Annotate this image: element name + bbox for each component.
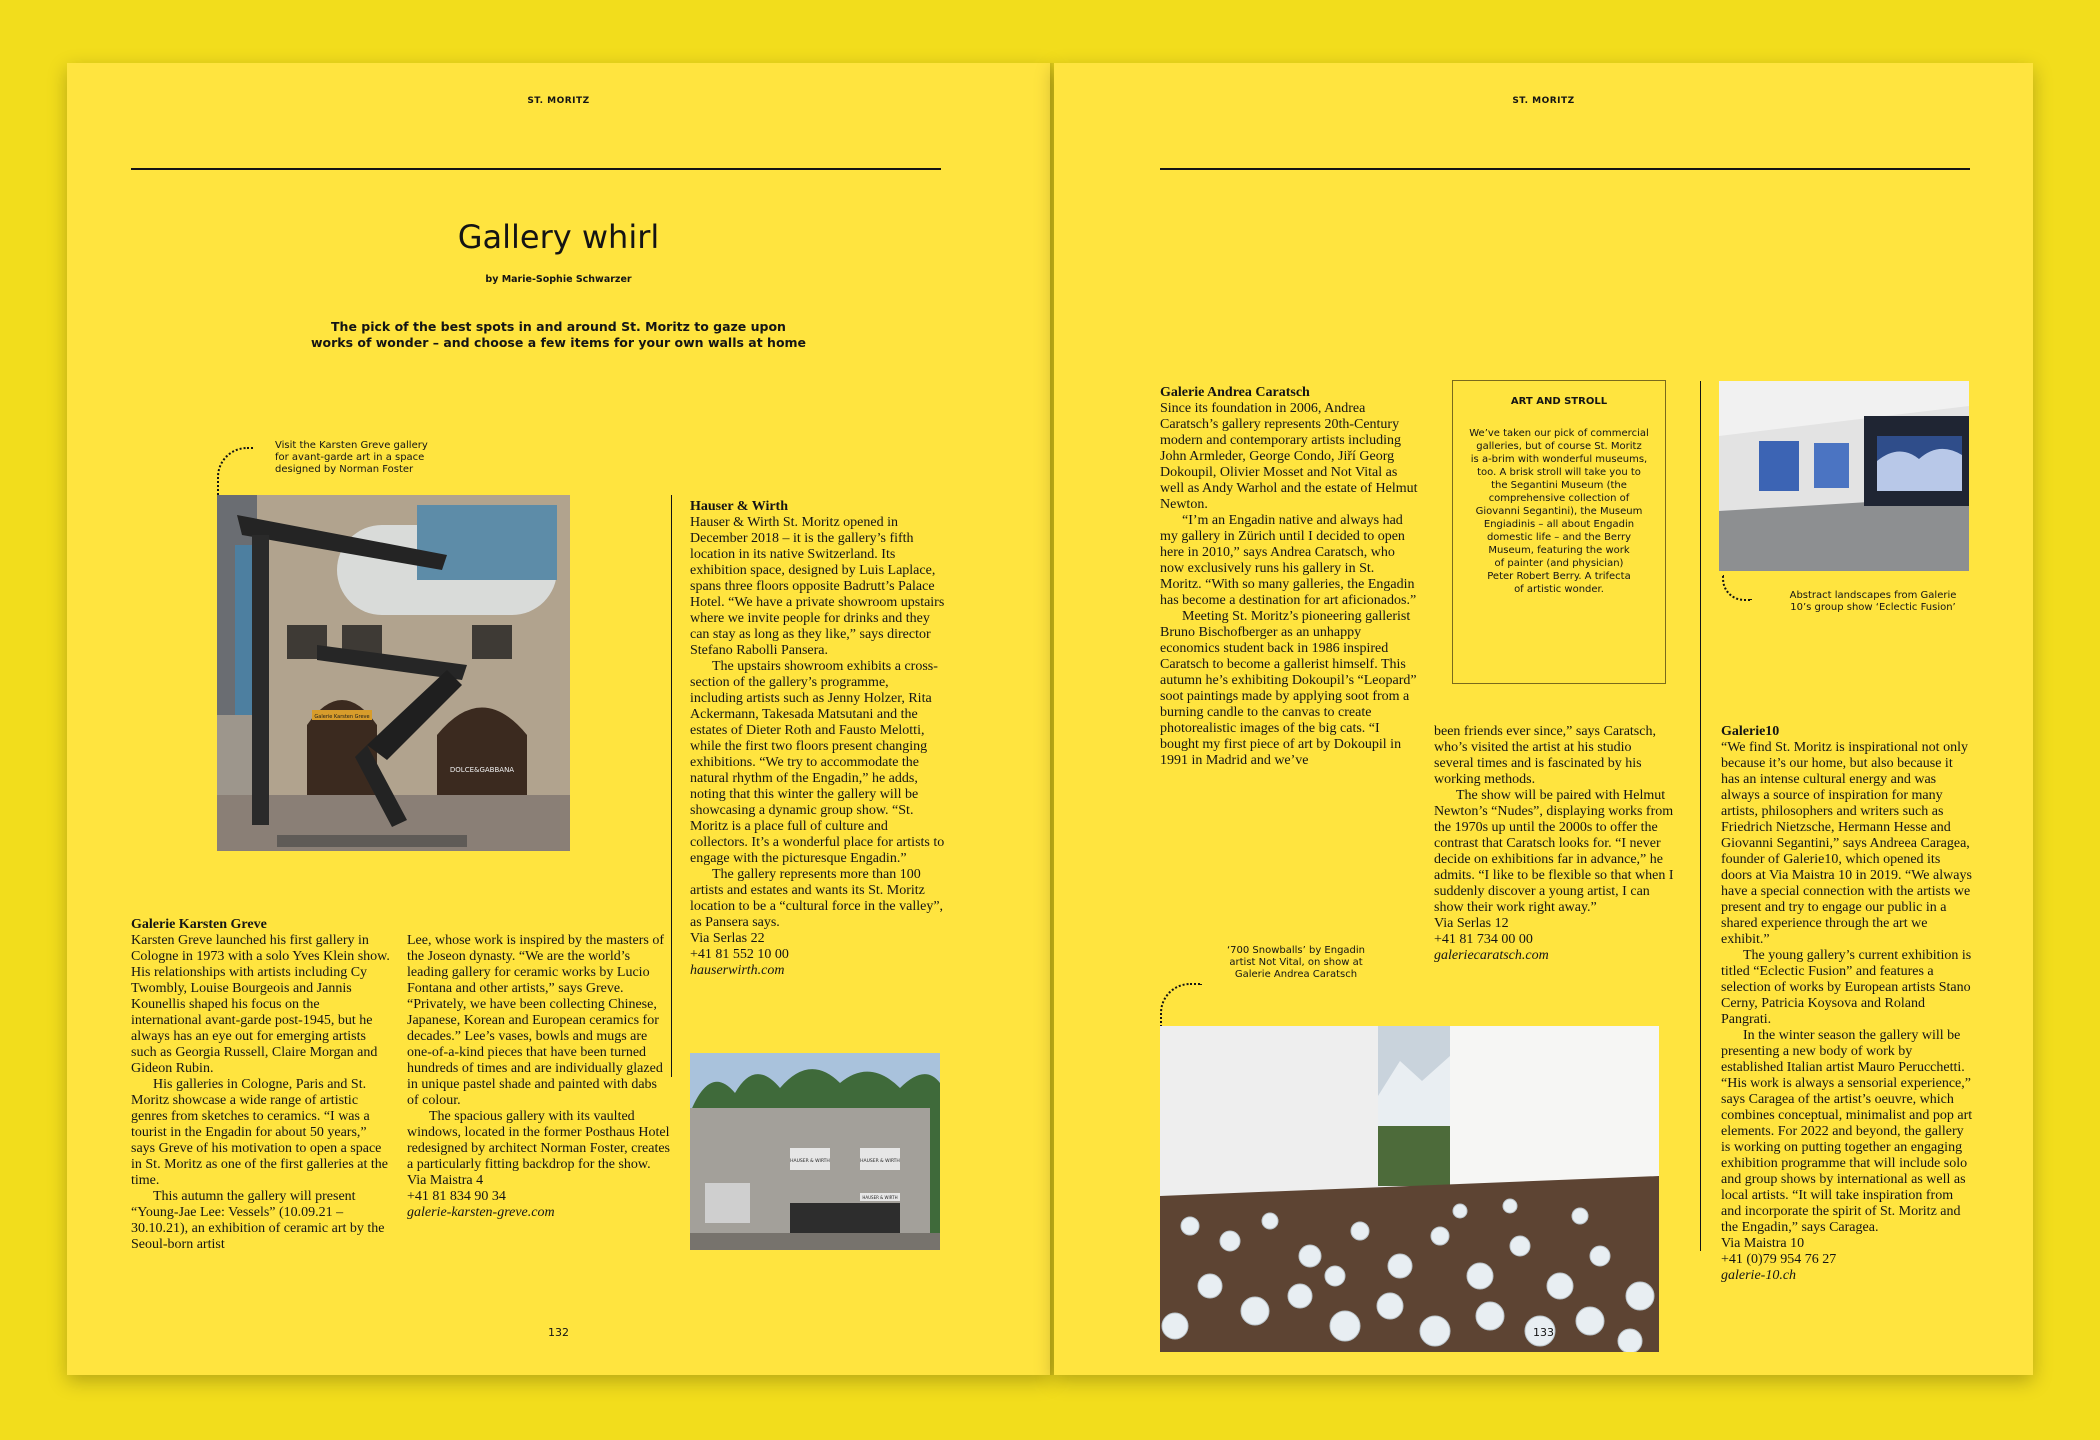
- paragraph: The upstairs showroom exhibits a cross-section of the gallery’s programme, including artists such as Jenny Holzer, Rita Ackermann, Takesada Matsutani and the estates of Dieter Roth and Fausto Melotti, while the first two floors present changing exhibitions. “We try to accommodate the natural rhythm of the Engadin,” he adds, noting that this winter the gallery will be showcasing a dynamic group show. “St. Moritz is a place full of culture and collectors. It’s a wonderful place for artists to engage with the picturesque Engadin.”: [690, 659, 945, 866]
- box-line: of artistic wonder.: [1514, 584, 1604, 595]
- paragraph: His galleries in Cologne, Paris and St. Moritz showcase a wide range of artistic genres from sketches to ceramics. “I was a tourist in the Engadin for about 50 years,” says Greve of his motivation to open a space in St. Moritz as one of the first galleries at the time.: [131, 1077, 388, 1188]
- paragraph: Meeting St. Moritz’s pioneering gallerist Bruno Bischofberger as an unhappy economics student back in 1986 inspired Caratsch to become a gallerist himself. This autumn he’s exhibiting Dokoupil’s “Leopard” soot paintings made by applying soot from a burning candle to the canvas to create photorealistic images of the big cats. “I bought my first piece of art by Dokoupil in 1991 in Madrid and we’ve: [1160, 609, 1417, 768]
- header-rule: [131, 168, 941, 170]
- box-line: Peter Robert Berry. A trifecta: [1487, 571, 1631, 582]
- caption-line: ‘700 Snowballs’ by Engadin: [1226, 945, 1366, 956]
- caption-pointer: [217, 447, 253, 497]
- sidebar-box-text: [1453, 427, 1665, 596]
- photo-hauser-illustration: [690, 1053, 940, 1250]
- caption-line: 10’s group show ‘Eclectic Fusion’: [1790, 602, 1956, 613]
- caption-line: designed by Norman Foster: [275, 464, 414, 475]
- photo-hauser-wirth-building: [690, 1053, 940, 1250]
- caption-line: Visit the Karsten Greve gallery: [275, 440, 428, 451]
- caption-line: artist Not Vital, on show at: [1229, 957, 1363, 968]
- url-hauser[interactable]: hauserwirth.com: [690, 963, 785, 978]
- box-line: comprehensive collection of: [1488, 493, 1630, 504]
- left-page: [67, 63, 1050, 1375]
- photo-caption-greve: [275, 440, 475, 476]
- photo-700-snowballs: [1160, 1026, 1659, 1352]
- article-caratsch-col2: [1434, 724, 1674, 964]
- box-line: the Segantini Museum (the: [1491, 480, 1627, 491]
- paragraph: The gallery represents more than 100 artists and estates and wants its St. Moritz location to be a “cultural force in the valley”, as Pansera says.: [690, 867, 944, 930]
- page-number: 132: [548, 1326, 569, 1339]
- section-kicker: ST. MORITZ: [1512, 96, 1575, 106]
- caption-line: Abstract landscapes from Galerie: [1789, 590, 1957, 601]
- photo-caption-galerie10: [1763, 590, 1983, 614]
- paragraph: The young gallery’s current exhibition is titled “Eclectic Fusion” and features a selection of works by European artists Stano Cerny, Patricia Koysova and Roland Pangrati.: [1721, 948, 1972, 1027]
- box-line: Engiadinis – all about Engadin: [1483, 519, 1635, 530]
- sign-store: DOLCE&GABBANA: [449, 766, 515, 774]
- caption-pointer: [1160, 983, 1202, 1027]
- standfirst: [67, 319, 1050, 351]
- phone-galerie10: +41 (0)79 954 76 27: [1721, 1252, 1837, 1267]
- photo-galerie10-exhibition: [1719, 381, 1969, 571]
- paragraph: Hauser & Wirth St. Moritz opened in December 2018 – it is the gallery’s fifth location in its native Switzerland. Its exhibition space, designed by Luis Laplace, spans three floors opposite Badrutt’s Palace Hotel. “We have a private showroom upstairs where we invite people for drinks and they can stay as long as they like,” says director Stefano Rabolli Pansera.: [690, 515, 945, 658]
- gallery-heading-galerie10: Galerie10: [1721, 724, 1780, 739]
- phone-greve: +41 81 834 90 34: [407, 1189, 506, 1204]
- gallery-heading-caratsch: Galerie Andrea Caratsch: [1160, 385, 1310, 400]
- sign-hauser: HAUSER & WIRTH: [862, 1195, 898, 1200]
- box-line: is a-brim with wonderful museums,: [1470, 454, 1648, 465]
- standfirst-line: The pick of the best spots in and around St. Moritz to gaze upon: [331, 319, 786, 334]
- url-greve[interactable]: galerie-karsten-greve.com: [407, 1205, 555, 1220]
- paragraph: This autumn the gallery will present “Young-Jae Lee: Vessels” (10.09.21 – 30.10.21), an exhibition of ceramic art by the Seoul-born artist: [131, 1189, 385, 1252]
- paragraph: The spacious gallery with its vaulted windows, located in the former Posthaus Hotel redesigned by architect Norman Foster, creates a particularly fitting backdrop for the show.: [407, 1109, 670, 1172]
- address-galerie10: Via Maistra 10: [1721, 1236, 1805, 1251]
- sidebar-box-title: ART AND STROLL: [1510, 396, 1608, 407]
- url-galerie10[interactable]: galerie-10.ch: [1721, 1268, 1797, 1283]
- standfirst-line: works of wonder – and choose a few items for your own walls at home: [310, 335, 807, 350]
- paragraph: Karsten Greve launched his first gallery in Cologne in 1973 with a solo Yves Klein show. His relationships with artists including Cy Twombly, Louise Bourgeois and Jannis Kounellis shaped his focus on the international avant-garde post-1945, but he always has an eye out for emerging artists such as Georgia Russell, Claire Morgan and Gideon Rubin.: [131, 933, 390, 1076]
- byline: by Marie-Sophie Schwarzer: [485, 274, 632, 285]
- column-rule: [1700, 381, 1701, 1251]
- sign-hauser: HAUSER & WIRTH: [790, 1159, 830, 1164]
- paragraph: “I’m an Engadin native and always had my gallery in Zürich until I decided to open here in 2010,” says Andrea Caratsch, who now exclusively runs his gallery in St. Moritz. “With so many galleries, the Engadin has become a destination for art aficionados.”: [1160, 513, 1417, 608]
- article-greve-col1: [131, 917, 393, 1253]
- box-line: domestic life – and the Berry: [1486, 532, 1632, 543]
- gallery-heading-greve: Galerie Karsten Greve: [131, 917, 267, 932]
- box-line: of painter (and physician): [1494, 558, 1624, 569]
- paragraph: “We find St. Moritz is inspirational not only because it’s our home, but also because it has an intense cultural energy and was always a source of inspiration for many artists, philosophers and writers such as Friedrich Nietzsche, Hermann Hesse and Giovanni Segantini,” says Andreea Caragea, founder of Galerie10, which opened its doors at Via Maistra 10 in 2019. “We always have a special connection with the artists we present and try to engage our public in a shared experience through the art we exhibit.”: [1721, 740, 1972, 947]
- sign-galerie: Galerie Karsten Greve: [314, 714, 370, 720]
- paragraph: been friends ever since,” says Caratsch, who’s visited the artist at his studio several times and is fascinated by his working methods.: [1434, 724, 1656, 787]
- article-greve-col2: [407, 933, 670, 1221]
- paragraph: Since its foundation in 2006, Andrea Caratsch’s gallery represents 20th-Century modern and contemporary artists including John Armleder, George Condo, Jiří Georg Dokoupil, Olivier Mosset and Not Vital as well as Andy Warhol and the estate of Helmut Newton.: [1160, 401, 1418, 512]
- photo-karsten-greve-illustration: [217, 495, 570, 851]
- caption-line: for avant-garde art in a space: [275, 452, 425, 463]
- box-line: Giovanni Segantini), the Museum: [1475, 506, 1643, 517]
- address-hauser: Via Serlas 22: [690, 931, 765, 946]
- box-line: Museum, featuring the work: [1488, 545, 1630, 556]
- gallery-heading-hauser: Hauser & Wirth: [690, 499, 789, 514]
- box-line: too. A brisk stroll will take you to: [1477, 467, 1641, 478]
- article-caratsch-col1: [1160, 385, 1418, 769]
- sign-hauser: HAUSER & WIRTH: [860, 1159, 900, 1164]
- url-caratsch[interactable]: galeriecaratsch.com: [1434, 948, 1549, 963]
- caption-pointer: [1722, 575, 1752, 601]
- address-caratsch: Via Serlas 12: [1434, 916, 1509, 931]
- article-hauser-wirth: [690, 499, 945, 979]
- sidebar-box-art-and-stroll: [1452, 380, 1666, 684]
- box-line: galleries, but of course St. Moritz: [1476, 441, 1642, 452]
- photo-caption-snowballs: [1206, 945, 1386, 981]
- article-title: Gallery whirl: [457, 218, 660, 256]
- caption-line: Galerie Andrea Caratsch: [1234, 969, 1358, 980]
- paragraph: Lee, whose work is inspired by the masters of the Joseon dynasty. “We are the world’s leading gallery for ceramic works by Lucio Fontana and other artists,” says Greve. “Privately, we have been collecting Chinese, Japanese, Korean and European ceramics for decades.” Lee’s vases, bowls and mugs are one-of-a-kind pieces that have been turned hundreds of times and are individually glazed in unique pastel shade and painted with dabs of colour.: [407, 933, 664, 1108]
- address-greve: Via Maistra 4: [407, 1173, 484, 1188]
- column-rule: [671, 495, 672, 1077]
- right-page: [1054, 63, 2033, 1375]
- box-line: We’ve taken our pick of commercial: [1469, 428, 1649, 439]
- article-galerie10: [1721, 724, 1973, 1284]
- paragraph: The show will be paired with Helmut Newton’s “Nudes”, displaying works from the 1970s up until the 2000s to offer the contrast that Caratsch looks for. “I never decide on exhibitions far in advance,” he admits. “I like to be flexible so that when I suddenly discover a young artist, I can show their work right away.”: [1434, 788, 1674, 915]
- header-rule: [1160, 168, 1970, 170]
- paragraph: In the winter season the gallery will be presenting a new body of work by established Italian artist Mauro Perucchetti. “His work is always a sensorial experience,” says Caragea of the artist’s oeuvre, which combines conceptual, minimalist and pop art elements. For 2022 and beyond, the gallery is working on putting together an engaging exhibition programme that will include solo and group shows by international as well as local artists. “It will take inspiration from and incorporate the spirit of St. Moritz and the Engadin,” says Caragea.: [1721, 1028, 1973, 1235]
- phone-caratsch: +41 81 734 00 00: [1434, 932, 1533, 947]
- section-kicker: ST. MORITZ: [527, 96, 590, 106]
- photo-galerie10-illustration: [1719, 381, 1969, 571]
- photo-snowballs-illustration: [1160, 1026, 1659, 1352]
- phone-hauser: +41 81 552 10 00: [690, 947, 789, 962]
- page-number: 133: [1533, 1326, 1554, 1339]
- photo-karsten-greve-gallery: [217, 495, 570, 851]
